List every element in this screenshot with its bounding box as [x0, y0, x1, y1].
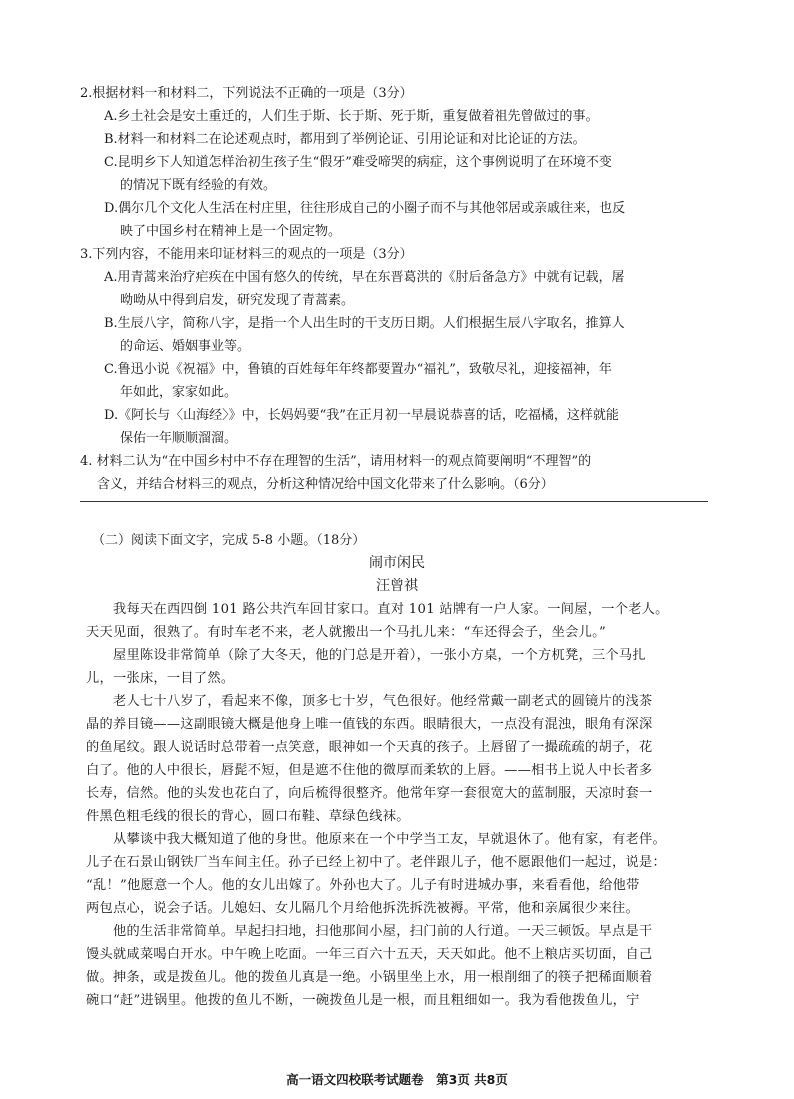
- question-3-option-d-cont: 保佑一年顺顺溜溜。: [120, 431, 238, 446]
- story-title: 闹市闲民: [369, 555, 425, 571]
- story-line: 长寿，信然。他的头发也花白了，向后梳得很整齐。他常年穿一套很宽大的蓝制服，天凉时套一: [86, 786, 653, 801]
- story-line: 碗口“赶”进锅里。他拨的鱼儿不断，一碗拨鱼儿是一根，而且粗细如一。我为看他拨鱼儿，宁: [86, 993, 640, 1008]
- question-2-option-c: C.昆明乡下人知道怎样治初生孩子生“假牙”难受啼哭的病症，这个事例说明了在环境不变: [104, 155, 612, 170]
- story-line: 我每天在西四倒 101 路公共汽车回甘家口。直对 101 站牌有一户人家。一间屋，一个老人。: [113, 602, 669, 617]
- story-line: 从攀谈中我大概知道了他的身世。他原来在一个中学当工友，早就退休了。他有家，有老伴。: [113, 832, 666, 847]
- story-line: 件黑色粗毛线的很长的背心，圆口布鞋、草绿色线袜。: [86, 809, 410, 824]
- question-3-option-b: B.生辰八字，简称八字，是指一个人出生时的干支历日期。人们根据生辰八字取名，推算人: [104, 316, 625, 331]
- question-3-stem: 3.下列内容，不能用来印证材料三的观点的一项是（3分）: [80, 247, 413, 262]
- story-author: 汪曾祺: [376, 578, 418, 594]
- question-3-option-c: C.鲁迅小说《祝福》中，鲁镇的百姓每年年终都要置办“福礼”，致敬尽礼，迎接福神，年: [104, 362, 612, 377]
- question-4-stem-cont: 含义，并结合材料三的观点，分析这种情况给中国文化带来了什么影响。（6分）: [97, 477, 554, 492]
- question-2-option-d: D.偶尔几个文化人生活在村庄里，往往形成自己的小圈子而不与其他邻居或亲戚往来，也反: [104, 201, 626, 216]
- question-3-option-b-cont: 的命运、婚姻事业等。: [120, 339, 251, 354]
- section-divider: [80, 501, 708, 502]
- question-3-option-c-cont: 年如此，家家如此。: [120, 385, 238, 400]
- question-2-option-b: B.材料一和材料二在论述观点时，都用到了举例论证、引用论证和对比论证的方法。: [104, 132, 586, 147]
- question-4-stem: 4. 材料二认为“在中国乡村中不存在理智的生活”，请用材料一的观点简要阐明“不理智”的: [80, 454, 592, 469]
- story-line: “乱！”他愿意一个人。他的女儿出嫁了。外孙也大了。儿子有时进城办事，来看看他，给他带: [86, 878, 640, 893]
- story-line: 晶的养目镜——这副眼镜大概是他身上唯一值钱的东西。眼睛很大，一点没有混浊，眼角有深深: [86, 717, 653, 732]
- story-line: 他的生活非常简单。早起扫扫地，扫他那间小屋，扫门前的人行道。一天三顿饭。早点是干: [113, 924, 653, 939]
- question-2-option-d-cont: 映了中国乡村在精神上是一个固定物。: [120, 224, 342, 239]
- story-line: 老人七十八岁了，看起来不像，顶多七十岁，气色很好。他经常戴一副老式的圆镜片的浅茶: [113, 694, 653, 709]
- story-line: 天天见面，很熟了。有时车老不来，老人就搬出一个马扎儿来：“车还得会子，坐会儿。”: [86, 625, 607, 640]
- story-line: 白了。他的人中很长，唇髭不短，但是遮不住他的微厚而柔软的上唇。——相书上说人中长者多: [86, 763, 653, 778]
- question-3-option-a: A.用青蒿来治疗疟疾在中国有悠久的传统，早在东晋葛洪的《肘后备急方》中就有记载，屠: [104, 270, 625, 285]
- story-line: 屋里陈设非常简单（除了大冬天，他的门总是开着），一张小方桌，一个方杌凳，三个马扎: [113, 648, 646, 663]
- question-2-stem: 2.根据材料一和材料二，下列说法不正确的一项是（3分）: [80, 86, 413, 101]
- story-line: 做。抻条，或是拨鱼儿。他的拨鱼儿真是一绝。小锅里坐上水，用一根削细了的筷子把稀面顺着: [86, 970, 653, 985]
- page-footer: 高一语文四校联考试题卷 第3页 共8页: [286, 1072, 508, 1087]
- question-3-option-a-cont: 呦呦从中得到启发，研究发现了青蒿素。: [120, 293, 355, 308]
- question-3-option-d: D.《阿长与〈山海经〉》中，长妈妈要“我”在正月初一早晨说恭喜的话，吃福橘，这样就能: [104, 408, 619, 423]
- story-line: 馒头就咸菜喝白开水。中午晚上吃面。一年三百六十五天，天天如此。他不上粮店买切面，自己: [86, 947, 653, 962]
- story-line: 两包点心，说会子话。儿媳妇、女儿隔几个月给他拆洗拆洗被褥。平常，他和亲属很少来往。: [86, 901, 639, 916]
- story-line: 儿子在石景山钢铁厂当车间主任。孙子已经上初中了。老伴跟儿子，他不愿跟他们一起过，说是：: [86, 855, 666, 870]
- question-2-option-a: A.乡土社会是安土重迁的，人们生于斯、长于斯、死于斯，重复做着祖先曾做过的事。: [104, 109, 599, 124]
- question-2-option-c-cont: 的情况下既有经验的有效。: [120, 178, 277, 193]
- story-line: 儿，一张床，一目了然。: [86, 671, 235, 686]
- story-line: 的鱼尾纹。跟人说话时总带着一点笑意，眼神如一个天真的孩子。上唇留了一撮疏疏的胡子，花: [86, 740, 653, 755]
- section-2-header: （二）阅读下面文字，完成 5-8 小题。（18分）: [92, 533, 366, 548]
